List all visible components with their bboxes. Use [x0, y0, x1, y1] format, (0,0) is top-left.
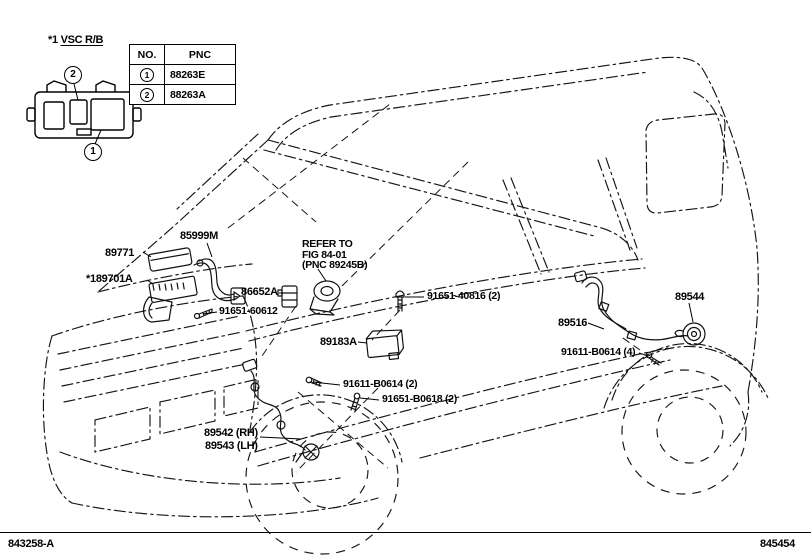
- part-label-89183a: 89183A: [320, 336, 357, 348]
- part-label-91611-b0614-2: 91611-B0614 (2): [343, 378, 418, 390]
- part-label-89516: 89516: [558, 317, 588, 329]
- rear-speed-sensor-wire-89516-drawing: [574, 271, 688, 340]
- vsc-note: [48, 34, 103, 46]
- part-label-89701a: *189701A: [86, 273, 133, 285]
- part-label-89542: 89542 (RH): [204, 427, 258, 439]
- footer-divider: [0, 532, 811, 533]
- part-label-86652a: 86652A: [241, 286, 278, 298]
- part-label-91651-40816: 91651-40816 (2): [427, 290, 501, 302]
- part-label-91611-b0614-4: 91611-B0614 (4): [561, 346, 636, 358]
- leader-lines: [143, 243, 693, 439]
- rear-sensor-89544-drawing: [675, 323, 705, 345]
- row1-no: 1: [140, 68, 154, 82]
- callout-1: 1: [84, 143, 102, 161]
- table-row: [130, 85, 236, 105]
- row1-pnc: 88263E: [165, 65, 236, 85]
- refer-note-line2: FIG 84-01: [302, 248, 347, 261]
- callout-2: 2: [64, 66, 82, 84]
- pnc-table-col-no: NO.: [130, 45, 165, 65]
- connector-86652a-drawing: [278, 286, 297, 307]
- vsc-note-title: VSC R/B: [60, 34, 104, 46]
- part-label-91651-b0618-2: 91651-B0618 (2): [382, 393, 457, 405]
- part-label-89543: 89543 (LH): [205, 440, 258, 452]
- pnc-table: [129, 44, 236, 105]
- row2-no: 2: [140, 88, 154, 102]
- row2-pnc: 88263A: [165, 85, 236, 105]
- refer-note: [302, 239, 367, 271]
- part-label-89544: 89544: [675, 291, 705, 303]
- rear-wheel: [622, 370, 746, 494]
- vsc-note-prefix: *1: [48, 34, 58, 46]
- yaw-sensor-89183a-drawing: [366, 328, 405, 362]
- pnc-table-col-pnc: PNC: [165, 45, 236, 65]
- table-row: [130, 65, 236, 85]
- refer-note-line3: (PNC 89245B): [302, 259, 368, 271]
- bracket-85999m-drawing: [194, 259, 245, 304]
- relay-cover-89771-drawing: [148, 247, 192, 271]
- part-label-89771: 89771: [105, 247, 135, 259]
- bolt-91651-40816-drawing: [396, 291, 404, 311]
- refer-note-line1: REFER TO: [302, 238, 353, 250]
- part-label-85999m: 85999M: [180, 230, 218, 242]
- bolt-91611-b0614-2-drawing: [306, 377, 322, 386]
- vsc-relay-box-drawing: [27, 81, 141, 144]
- figure-code-left: 843258-A: [8, 538, 54, 550]
- vehicle-outline: [43, 57, 768, 517]
- construction-lines: [228, 104, 640, 472]
- figure-code-right: 845454: [760, 538, 795, 550]
- part-label-91651-60612: 91651-60612: [219, 305, 278, 317]
